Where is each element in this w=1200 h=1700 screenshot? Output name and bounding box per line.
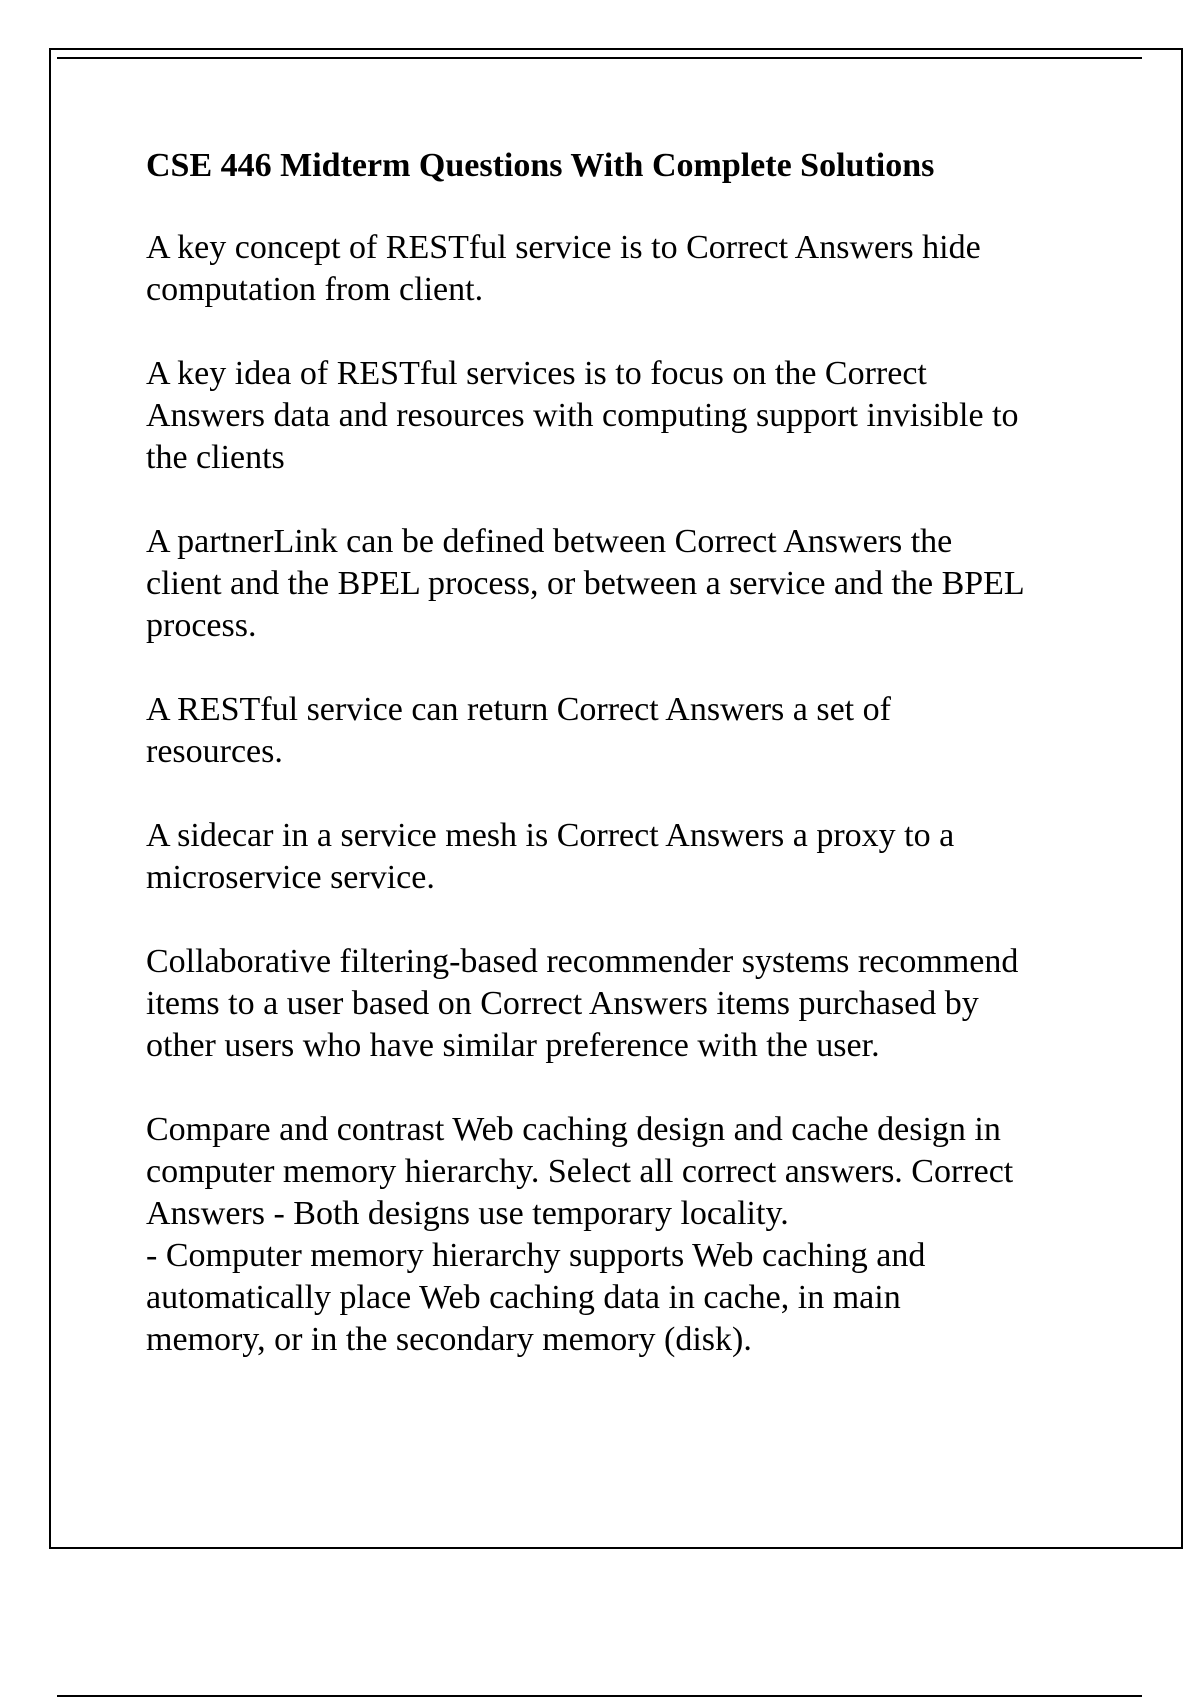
qa-entry-2: A key idea of RESTful services is to focus on the Correct Answers data and resources with computing support invisible to the clients (146, 355, 1019, 476)
qa-entry-3: A partnerLink can be defined between Correct Answers the client and the BPEL process, or between a service and the BPEL process. (146, 523, 1025, 644)
header-rule (57, 57, 1142, 59)
qa-entry-1: A key concept of RESTful service is to Correct Answers hide computation from client. (146, 229, 981, 308)
qa-entry-7: Compare and contrast Web caching design and cache design in computer memory hierarchy. Select all correct answers. Correct Answers - Both designs use temporary locality. - Computer memory hierarchy supports Web caching and automatically place Web caching data in cache, in main memory, or in the secondary memory (disk). (146, 1111, 1014, 1358)
document-title: CSE 446 Midterm Questions With Complete Solutions (146, 147, 935, 184)
qa-entry-4: A RESTful service can return Correct Answers a set of resources. (146, 691, 891, 770)
qa-entry-6: Collaborative filtering-based recommender systems recommend items to a user based on Correct Answers items purchased by other users who have similar preference with the user. (146, 943, 1019, 1064)
document-body (146, 145, 1106, 1403)
footer-rule (57, 1695, 1142, 1697)
qa-entry-5: A sidecar in a service mesh is Correct Answers a proxy to a microservice service. (146, 817, 955, 896)
